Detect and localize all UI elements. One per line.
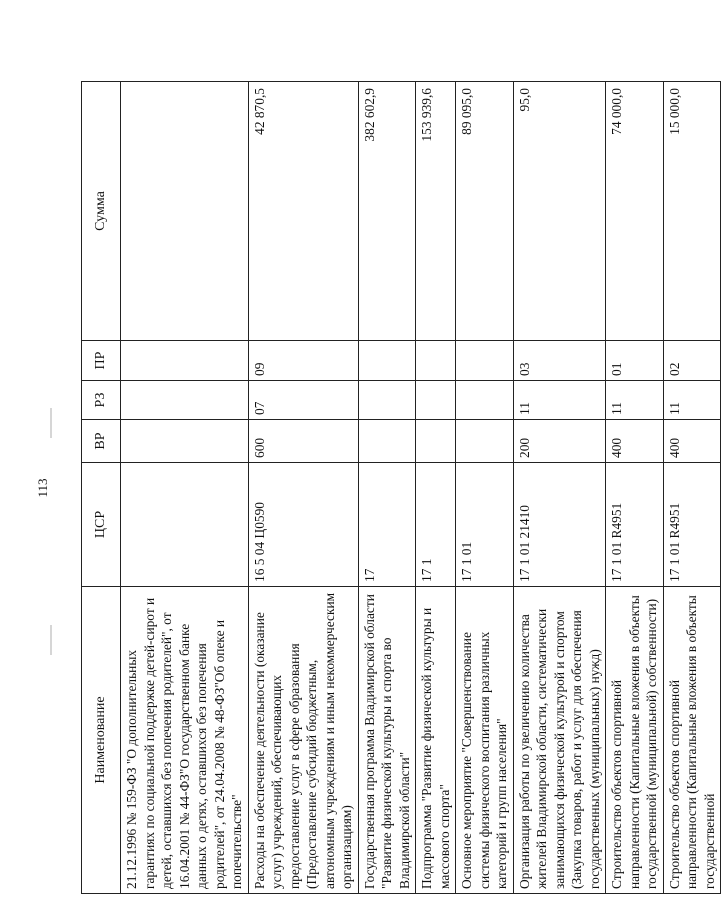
cell-rz: 11: [663, 381, 721, 420]
cell-rz: [121, 381, 249, 420]
cell-pr: 09: [248, 341, 358, 381]
cell-sum: 15 000,0: [663, 82, 721, 341]
cell-rz: [416, 381, 456, 420]
cell-csr: 17 1: [416, 463, 456, 587]
budget-table: [81, 81, 721, 894]
cell-pr: 01: [606, 341, 664, 381]
table-row: [121, 82, 249, 894]
cell-pr: [121, 341, 249, 381]
cell-pr: 03: [513, 341, 606, 381]
header-sum: Сумма: [82, 82, 121, 341]
table-row: [513, 82, 606, 894]
cell-rz: 11: [513, 381, 606, 420]
cell-name: Расходы на обеспечение деятельности (оказание услуг) учреждений, обеспечивающих предоставление услуг в сфере образования (Предоставление субсидий бюджетным, автономным учреждениям и иным некоммерческим организациям): [248, 587, 358, 894]
cell-pr: [456, 341, 514, 381]
cell-name: Основное мероприятие "Совершенствование системы физического воспитания различных категорий и групп населения": [456, 587, 514, 894]
cell-name: 21.12.1996 № 159-ФЗ "О дополнительных гарантиях по социальной поддержке детей-сирот и детей, оставшихся без попечения родителей", от 16.04.2001 № 44-ФЗ"О государственном банке данных о детях, оставшихся без попечения родителей", от 24.04.2008 № 48-ФЗ"Об опеке и попечительстве": [121, 587, 249, 894]
cell-csr: 17 1 01 R4951: [606, 463, 664, 587]
cell-pr: 02: [663, 341, 721, 381]
cell-sum: 74 000,0: [606, 82, 664, 341]
cell-csr: 16 5 04 Ц0590: [248, 463, 358, 587]
cell-vr: 400: [606, 420, 664, 463]
table-row: [416, 82, 456, 894]
cell-rz: 07: [248, 381, 358, 420]
rotated-document: [35, 82, 717, 894]
cell-vr: [121, 420, 249, 463]
table-row: [606, 82, 664, 894]
cell-pr: [416, 341, 456, 381]
table-row: [358, 82, 416, 894]
cell-sum: 89 095,0: [456, 82, 514, 341]
header-rz: РЗ: [82, 381, 121, 420]
punch-mark: [50, 625, 52, 655]
cell-name: Строительство объектов спортивной направленности (Капитальные вложения в объекты государственной (муниципальной) собственности): [606, 587, 664, 894]
punch-mark: [50, 408, 52, 438]
header-pr: ПР: [82, 341, 121, 381]
cell-csr: 17 1 01: [456, 463, 514, 587]
cell-vr: [358, 420, 416, 463]
cell-csr: 17 1 01 21410: [513, 463, 606, 587]
cell-csr: [121, 463, 249, 587]
cell-vr: 200: [513, 420, 606, 463]
table-row: [248, 82, 358, 894]
cell-name: Государственная программа Владимирской области "Развитие физической культуры и спорта во Владимирской области": [358, 587, 416, 894]
cell-name: Строительство объектов спортивной направленности (Капитальные вложения в объекты государственной: [663, 587, 721, 894]
header-vr: ВР: [82, 420, 121, 463]
cell-sum: 382 602,9: [358, 82, 416, 341]
cell-rz: [456, 381, 514, 420]
cell-sum: 95,0: [513, 82, 606, 341]
cell-sum: [121, 82, 249, 341]
cell-vr: 400: [663, 420, 721, 463]
table-row: [456, 82, 514, 894]
cell-pr: [358, 341, 416, 381]
cell-name: Организация работы по увеличению количества жителей Владимирской области, систематически занимающихся физической культурой и спортом (Закупка товаров, работ и услуг для обеспечения государственных (муниципальных) нужд): [513, 587, 606, 894]
cell-vr: [456, 420, 514, 463]
page-number: 113: [35, 478, 50, 498]
table-row: [663, 82, 721, 894]
cell-rz: 11: [606, 381, 664, 420]
cell-sum: 42 870,5: [248, 82, 358, 341]
cell-vr: 600: [248, 420, 358, 463]
cell-csr: 17: [358, 463, 416, 587]
cell-rz: [358, 381, 416, 420]
cell-csr: 17 1 01 R4951: [663, 463, 721, 587]
cell-sum: 153 939,6: [416, 82, 456, 341]
cell-vr: [416, 420, 456, 463]
header-csr: ЦСР: [82, 463, 121, 587]
cell-name: Подпрограмма "Развитие физической культуры и массового спорта": [416, 587, 456, 894]
header-name: Наименование: [82, 587, 121, 894]
table-header-row: [82, 82, 121, 894]
